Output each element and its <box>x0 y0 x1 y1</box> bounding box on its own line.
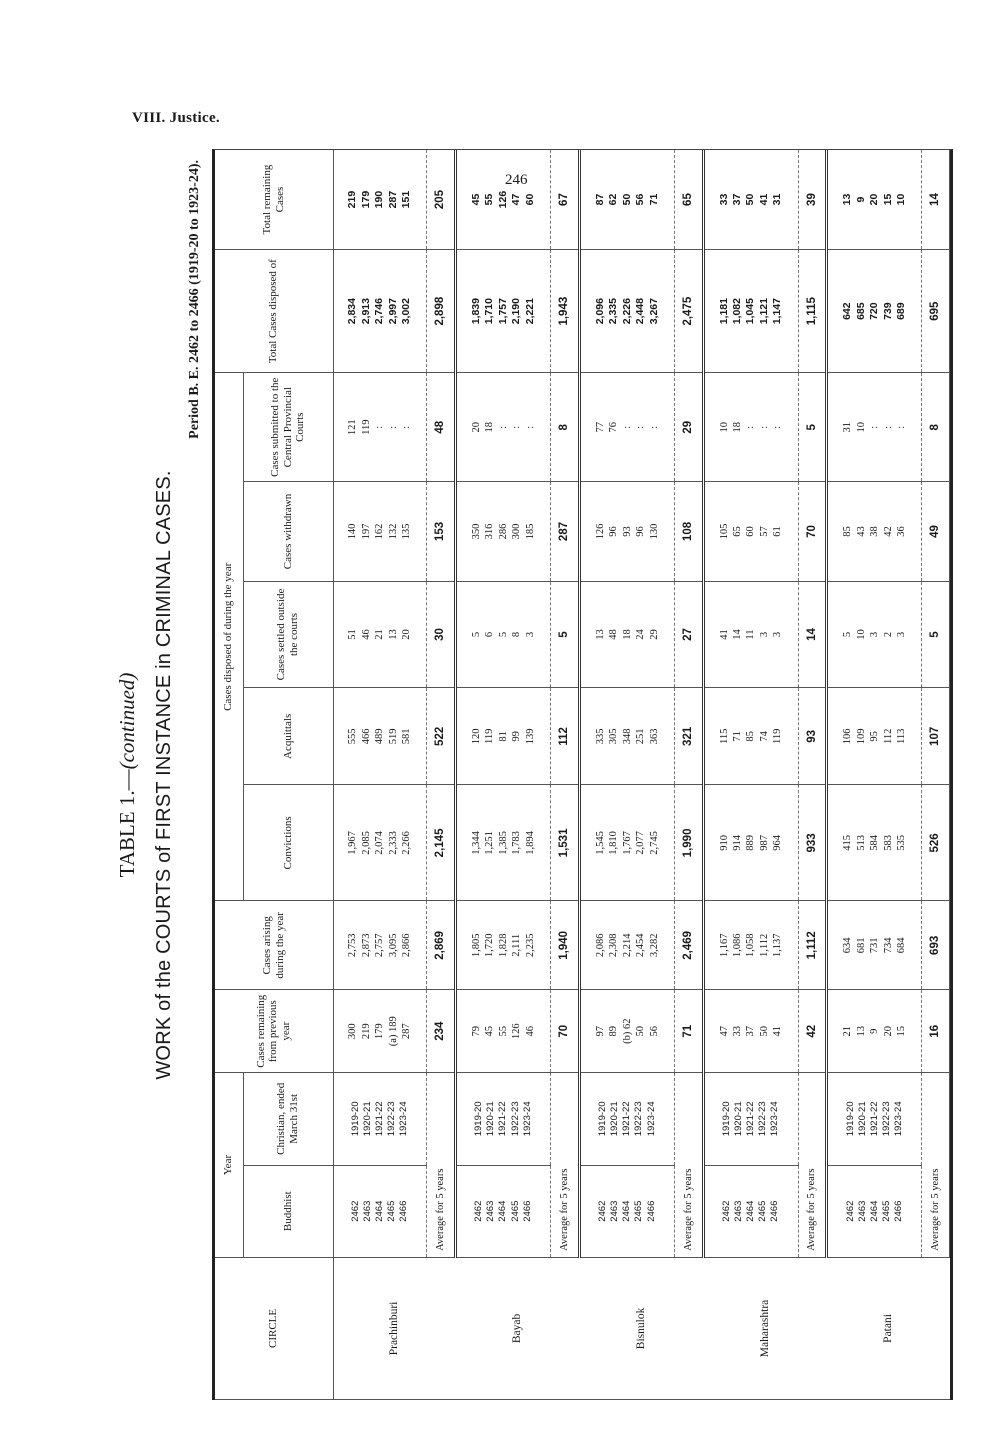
avg-convictions: 2,145 <box>427 785 456 901</box>
header-acquittals: Acquittals <box>243 688 333 785</box>
cell-total-disposed: 2,096 2,335 2,226 2,448 3,267 <box>579 250 674 373</box>
cell-submitted: 20 18 : : : <box>456 373 551 482</box>
header-buddhist: Buddhist <box>243 1165 333 1257</box>
table-row <box>456 150 551 1400</box>
cell-total-remaining: 33 37 50 41 31 <box>703 150 798 250</box>
period-label: Period B. E. 2462 to 2466 (1919-20 to 1923-24). <box>187 160 202 439</box>
average-row <box>427 150 456 1400</box>
cell-christian: 1919-20 1920-21 1921-22 1922-23 1923-24 <box>579 1073 674 1165</box>
cell-settled: 13 48 18 24 29 <box>579 581 674 688</box>
cell-withdrawn: 126 96 93 96 130 <box>579 482 674 581</box>
avg-submitted: 48 <box>427 373 456 482</box>
cell-withdrawn: 85 43 38 42 36 <box>827 482 922 581</box>
section-heading: VIII. Justice. <box>132 110 220 126</box>
cell-acquittals: 106 109 95 112 113 <box>827 688 922 785</box>
cell-convictions: 1,344 1,251 1,385 1,783 1,894 <box>456 785 551 901</box>
cell-convictions: 1,967 2,085 2,074 2,333 2,266 <box>333 785 427 901</box>
avg-withdrawn: 153 <box>427 482 456 581</box>
avg-acquittals: 112 <box>551 688 580 785</box>
avg-convictions: 1,990 <box>674 785 703 901</box>
cell-acquittals: 555 466 489 519 581 <box>333 688 427 785</box>
avg-total-disposed: 1,115 <box>798 250 827 373</box>
average-row <box>551 150 580 1400</box>
circle-name: Patani <box>827 1257 950 1399</box>
cell-total-disposed: 642 685 720 739 689 <box>827 250 922 373</box>
cell-remaining-prev: 21 13 9 20 15 <box>827 990 922 1073</box>
avg-total-disposed: 695 <box>922 250 950 373</box>
cell-buddhist: 2462 2463 2464 2465 2466 <box>456 1165 551 1257</box>
header-convictions: Convictions <box>243 785 333 901</box>
cell-buddhist: 2462 2463 2464 2465 2466 <box>579 1165 674 1257</box>
header-disposed-group: Cases disposed of during the year <box>215 373 243 901</box>
avg-total-disposed: 2,898 <box>427 250 456 373</box>
cell-remaining-prev: 300 219 179 (a) 189 287 <box>333 990 427 1073</box>
header-total-disposed: Total Cases disposed of <box>215 250 333 373</box>
header-settled: Cases settled outside the courts <box>243 581 333 688</box>
header-year: Year <box>215 1073 243 1258</box>
avg-arising: 693 <box>922 901 950 990</box>
cell-submitted: 31 10 : : : <box>827 373 922 482</box>
avg-settled: 27 <box>674 581 703 688</box>
cell-remaining-prev: 97 89 (b) 62 50 56 <box>579 990 674 1073</box>
cell-settled: 41 14 11 3 3 <box>703 581 798 688</box>
cell-arising: 2,086 2,308 2,214 2,454 3,282 <box>579 901 674 990</box>
avg-settled: 5 <box>551 581 580 688</box>
table-row <box>333 150 427 1400</box>
cell-withdrawn: 350 316 286 300 185 <box>456 482 551 581</box>
avg-withdrawn: 287 <box>551 482 580 581</box>
header-total-remaining: Total remaining Cases <box>215 150 333 250</box>
table-row <box>703 150 798 1400</box>
circle-name: Bayab <box>456 1257 580 1399</box>
table-row <box>579 150 674 1400</box>
cell-withdrawn: 140 197 162 132 135 <box>333 482 427 581</box>
cell-remaining-prev: 79 45 55 126 46 <box>456 990 551 1073</box>
avg-submitted: 29 <box>674 373 703 482</box>
average-label: Average for 5 years <box>551 1073 580 1258</box>
avg-total-remaining: 67 <box>551 150 580 250</box>
avg-total-disposed: 1,943 <box>551 250 580 373</box>
cell-settled: 5 6 5 8 3 <box>456 581 551 688</box>
circle-name: Maharashtra <box>703 1257 827 1399</box>
table-subtitle: WORK of the COURTS of FIRST INSTANCE in CRIMINAL CASES. <box>153 470 175 1080</box>
header-withdrawn: Cases withdrawn <box>243 482 333 581</box>
cell-settled: 5 10 3 2 3 <box>827 581 922 688</box>
avg-remaining-prev: 42 <box>798 990 827 1073</box>
avg-total-remaining: 14 <box>922 150 950 250</box>
avg-arising: 2,469 <box>674 901 703 990</box>
cell-total-remaining: 45 55 126 47 60 <box>456 150 551 250</box>
avg-remaining-prev: 71 <box>674 990 703 1073</box>
cell-convictions: 415 513 584 583 535 <box>827 785 922 901</box>
cell-settled: 51 46 21 13 20 <box>333 581 427 688</box>
average-label: Average for 5 years <box>427 1073 456 1258</box>
avg-acquittals: 93 <box>798 688 827 785</box>
cell-buddhist: 2462 2463 2464 2465 2466 <box>333 1165 427 1257</box>
average-label: Average for 5 years <box>674 1073 703 1258</box>
cell-arising: 634 681 731 734 684 <box>827 901 922 990</box>
avg-arising: 2,869 <box>427 901 456 990</box>
avg-total-remaining: 205 <box>427 150 456 250</box>
cell-submitted: 10 18 : : : <box>703 373 798 482</box>
avg-arising: 1,112 <box>798 901 827 990</box>
avg-submitted: 8 <box>551 373 580 482</box>
avg-acquittals: 321 <box>674 688 703 785</box>
average-row <box>674 150 703 1400</box>
header-arising: Cases arising during the year <box>215 901 333 990</box>
header-submitted: Cases submitted to the Central Provincial Courts <box>243 373 333 482</box>
cell-submitted: 121 119 : : : <box>333 373 427 482</box>
avg-convictions: 1,531 <box>551 785 580 901</box>
avg-withdrawn: 70 <box>798 482 827 581</box>
avg-settled: 14 <box>798 581 827 688</box>
cell-acquittals: 120 119 81 99 139 <box>456 688 551 785</box>
avg-withdrawn: 108 <box>674 482 703 581</box>
circle-name: Bisnulok <box>579 1257 703 1399</box>
cell-submitted: 77 76 : : : <box>579 373 674 482</box>
avg-convictions: 933 <box>798 785 827 901</box>
circle-name: Prachinburi <box>333 1257 456 1399</box>
cell-convictions: 910 914 889 987 964 <box>703 785 798 901</box>
header-christian: Christian, ended March 31st <box>243 1073 333 1165</box>
cell-acquittals: 335 305 348 251 363 <box>579 688 674 785</box>
avg-acquittals: 522 <box>427 688 456 785</box>
avg-settled: 30 <box>427 581 456 688</box>
avg-total-disposed: 2,475 <box>674 250 703 373</box>
cell-christian: 1919-20 1920-21 1921-22 1922-23 1923-24 <box>703 1073 798 1165</box>
avg-settled: 5 <box>922 581 950 688</box>
avg-remaining-prev: 234 <box>427 990 456 1073</box>
average-row <box>798 150 827 1400</box>
avg-arising: 1,940 <box>551 901 580 990</box>
cell-buddhist: 2462 2463 2464 2465 2466 <box>827 1165 922 1257</box>
avg-withdrawn: 49 <box>922 482 950 581</box>
header-remaining-prev: Cases remaining from previous year <box>215 990 333 1073</box>
cell-acquittals: 115 71 85 74 119 <box>703 688 798 785</box>
avg-submitted: 8 <box>922 373 950 482</box>
cell-total-disposed: 1,839 1,710 1,757 2,190 2,221 <box>456 250 551 373</box>
cell-christian: 1919-20 1920-21 1921-22 1922-23 1923-24 <box>456 1073 551 1165</box>
table-body <box>333 150 950 1400</box>
cell-total-remaining: 13 9 20 15 10 <box>827 150 922 250</box>
cell-buddhist: 2462 2463 2464 2465 2466 <box>703 1165 798 1257</box>
avg-submitted: 5 <box>798 373 827 482</box>
avg-remaining-prev: 16 <box>922 990 950 1073</box>
cell-convictions: 1,545 1,810 1,767 2,077 2,745 <box>579 785 674 901</box>
avg-total-remaining: 65 <box>674 150 703 250</box>
cell-withdrawn: 105 65 60 57 61 <box>703 482 798 581</box>
cell-arising: 1,805 1,720 1,828 2,111 2,235 <box>456 901 551 990</box>
cell-arising: 2,753 2,873 2,757 3,095 2,866 <box>333 901 427 990</box>
header-circle: CIRCLE <box>215 1257 333 1399</box>
cell-total-disposed: 2,834 2,913 2,746 2,997 3,002 <box>333 250 427 373</box>
criminal-cases-table <box>212 149 953 1400</box>
average-label: Average for 5 years <box>922 1073 950 1258</box>
avg-convictions: 526 <box>922 785 950 901</box>
average-row <box>922 150 950 1400</box>
table-title-continued: (continued) <box>115 672 139 770</box>
average-label: Average for 5 years <box>798 1073 827 1258</box>
table-row <box>827 150 922 1400</box>
table-title <box>115 150 140 1400</box>
cell-total-remaining: 87 62 50 56 71 <box>579 150 674 250</box>
cell-christian: 1919-20 1920-21 1921-22 1922-23 1923-24 <box>333 1073 427 1165</box>
cell-christian: 1919-20 1920-21 1921-22 1922-23 1923-24 <box>827 1073 922 1165</box>
cell-remaining-prev: 47 33 37 50 41 <box>703 990 798 1073</box>
rotated-table-page <box>95 150 965 1400</box>
cell-total-remaining: 219 179 190 287 151 <box>333 150 427 250</box>
avg-total-remaining: 39 <box>798 150 827 250</box>
avg-remaining-prev: 70 <box>551 990 580 1073</box>
cell-arising: 1,167 1,086 1,058 1,112 1,137 <box>703 901 798 990</box>
page-number: 246 <box>505 172 528 188</box>
table-title-main: TABLE 1.— <box>115 769 139 878</box>
avg-acquittals: 107 <box>922 688 950 785</box>
cell-total-disposed: 1,181 1,082 1,045 1,121 1,147 <box>703 250 798 373</box>
